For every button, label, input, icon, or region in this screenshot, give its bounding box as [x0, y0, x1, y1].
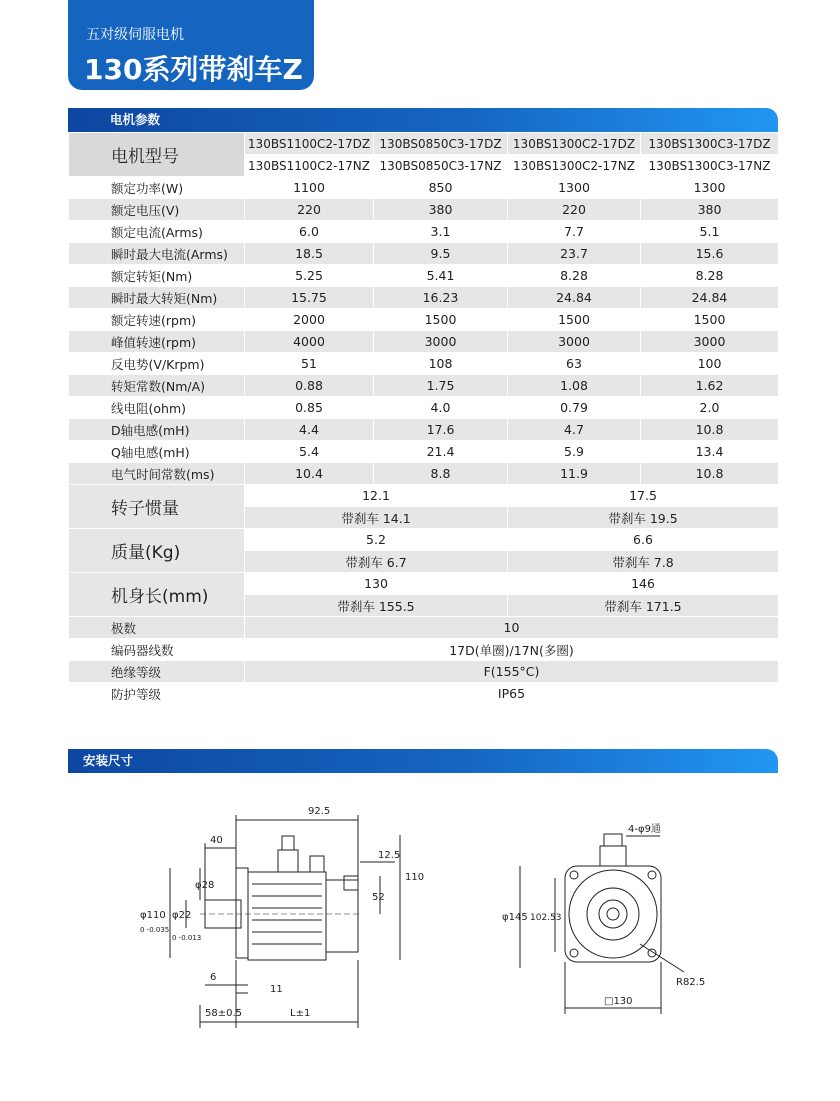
grouped-value: 6.6	[508, 529, 779, 551]
row-label: 电气时间常数(ms)	[69, 463, 245, 485]
row-value: 11.9	[508, 463, 641, 485]
row-value: 21.4	[374, 441, 508, 463]
grouped-value: 146	[508, 573, 779, 595]
common-label: 绝缘等级	[69, 661, 245, 683]
dim-height-52: 52	[372, 892, 385, 903]
row-value: 63	[508, 353, 641, 375]
model-cell: 130BS1300C3-17DZ	[641, 133, 779, 155]
row-value: 5.4	[245, 441, 374, 463]
side-view	[170, 815, 400, 1028]
grouped-value: 17.5	[508, 485, 779, 507]
dim-step-6: 6	[210, 972, 217, 983]
dim-flange-face: 40	[210, 835, 223, 846]
dim-holes: 4-φ9通	[628, 824, 661, 835]
row-value: 3000	[508, 331, 641, 353]
dim-step-11: 11	[270, 984, 283, 995]
row-value: 3000	[641, 331, 779, 353]
model-cell: 130BS0850C3-17DZ	[374, 133, 508, 155]
grouped-value: 带刹车 7.8	[508, 551, 779, 573]
row-value: 4.0	[374, 397, 508, 419]
row-label: 转矩常数(Nm/A)	[69, 375, 245, 397]
row-value: 2000	[245, 309, 374, 331]
row-value: 8.28	[508, 265, 641, 287]
dim-dia-22-tol: 0 -0.013	[172, 934, 202, 942]
model-cell: 130BS1300C2-17DZ	[508, 133, 641, 155]
grouped-label: 质量(Kg)	[69, 529, 245, 573]
dim-dia-110-tol: 0 -0.035	[140, 926, 170, 934]
row-value: 16.23	[374, 287, 508, 309]
row-value: 1100	[245, 177, 374, 199]
row-value: 24.84	[508, 287, 641, 309]
grouped-value: 130	[245, 573, 508, 595]
row-value: 1.75	[374, 375, 508, 397]
row-label: Q轴电感(mH)	[69, 441, 245, 463]
row-value: 1300	[641, 177, 779, 199]
dim-body-len: L±1	[290, 1008, 311, 1019]
dim-square: □130	[604, 996, 633, 1007]
model-cell: 130BS1100C2-17DZ	[245, 133, 374, 155]
row-value: 220	[508, 199, 641, 221]
dim-connector: 12.5	[378, 850, 401, 861]
dim-dia-145: φ145	[502, 912, 528, 923]
row-label: 额定转矩(Nm)	[69, 265, 245, 287]
row-value: 380	[641, 199, 779, 221]
row-label: 瞬时最大电流(Arms)	[69, 243, 245, 265]
row-value: 13.4	[641, 441, 779, 463]
grouped-value: 带刹车 19.5	[508, 507, 779, 529]
dim-dia-28: φ28	[195, 880, 215, 891]
row-value: 18.5	[245, 243, 374, 265]
row-value: 850	[374, 177, 508, 199]
row-value: 1500	[641, 309, 779, 331]
dim-radius: R82.5	[676, 977, 706, 988]
grouped-value: 带刹车 155.5	[245, 595, 508, 617]
section-bar-install: 安装尺寸	[68, 749, 778, 773]
row-value: 3.1	[374, 221, 508, 243]
row-value: 24.84	[641, 287, 779, 309]
dim-shaft-len: 58±0.5	[205, 1008, 243, 1019]
common-value: 10	[245, 617, 779, 639]
model-cell: 130BS1100C2-17NZ	[245, 155, 374, 177]
row-value: 23.7	[508, 243, 641, 265]
row-value: 8.28	[641, 265, 779, 287]
row-value: 1300	[508, 177, 641, 199]
row-value: 1.62	[641, 375, 779, 397]
row-value: 15.6	[641, 243, 779, 265]
model-cell: 130BS0850C3-17NZ	[374, 155, 508, 177]
row-value: 10.4	[245, 463, 374, 485]
row-value: 4.4	[245, 419, 374, 441]
row-label: 反电势(V/Krpm)	[69, 353, 245, 375]
page-title: 130系列带刹车Z	[84, 53, 303, 86]
row-value: 17.6	[374, 419, 508, 441]
common-label: 极数	[69, 617, 245, 639]
dim-total-width: 92.5	[308, 806, 331, 817]
grouped-value: 带刹车 171.5	[508, 595, 779, 617]
row-label: 额定电压(V)	[69, 199, 245, 221]
row-value: 5.25	[245, 265, 374, 287]
row-value: 1500	[508, 309, 641, 331]
row-value: 2.0	[641, 397, 779, 419]
dim-dia-22: φ22	[172, 910, 192, 921]
dim-dia-110: φ110	[140, 910, 166, 921]
row-label: 峰值转速(rpm)	[69, 331, 245, 353]
row-value: 10.8	[641, 463, 779, 485]
grouped-value: 带刹车 6.7	[245, 551, 508, 573]
common-value: 17D(单圈)/17N(多圈)	[245, 639, 779, 661]
page-subtitle: 五对级伺服电机	[86, 27, 184, 43]
row-value: 5.41	[374, 265, 508, 287]
row-value: 10.8	[641, 419, 779, 441]
row-label: 额定功率(W)	[69, 177, 245, 199]
grouped-label: 转子惯量	[69, 485, 245, 529]
row-value: 0.79	[508, 397, 641, 419]
row-value: 0.88	[245, 375, 374, 397]
model-label: 电机型号	[69, 133, 245, 177]
grouped-label: 机身长(mm)	[69, 573, 245, 617]
row-value: 220	[245, 199, 374, 221]
row-value: 15.75	[245, 287, 374, 309]
grouped-value: 带刹车 14.1	[245, 507, 508, 529]
common-value: IP65	[245, 683, 779, 705]
grouped-value: 5.2	[245, 529, 508, 551]
common-label: 编码器线数	[69, 639, 245, 661]
row-value: 9.5	[374, 243, 508, 265]
row-value: 100	[641, 353, 779, 375]
row-value: 108	[374, 353, 508, 375]
common-label: 防护等级	[69, 683, 245, 705]
row-value: 1500	[374, 309, 508, 331]
row-value: 4000	[245, 331, 374, 353]
row-label: D轴电感(mH)	[69, 419, 245, 441]
row-value: 1.08	[508, 375, 641, 397]
row-value: 5.9	[508, 441, 641, 463]
row-label: 瞬时最大转矩(Nm)	[69, 287, 245, 309]
row-value: 4.7	[508, 419, 641, 441]
row-value: 3000	[374, 331, 508, 353]
dim-pcd: 102.53	[530, 913, 562, 923]
grouped-value: 12.1	[245, 485, 508, 507]
model-cell: 130BS1300C2-17NZ	[508, 155, 641, 177]
dim-height-110: 110	[405, 872, 425, 883]
row-label: 线电阻(ohm)	[69, 397, 245, 419]
row-label: 额定转速(rpm)	[69, 309, 245, 331]
section-bar-params: 电机参数	[68, 108, 778, 132]
row-value: 51	[245, 353, 374, 375]
model-cell: 130BS1300C3-17NZ	[641, 155, 779, 177]
row-value: 5.1	[641, 221, 779, 243]
row-value: 6.0	[245, 221, 374, 243]
row-value: 7.7	[508, 221, 641, 243]
front-view	[520, 834, 684, 1014]
common-value: F(155°C)	[245, 661, 779, 683]
row-label: 额定电流(Arms)	[69, 221, 245, 243]
row-value: 0.85	[245, 397, 374, 419]
row-value: 8.8	[374, 463, 508, 485]
row-value: 380	[374, 199, 508, 221]
